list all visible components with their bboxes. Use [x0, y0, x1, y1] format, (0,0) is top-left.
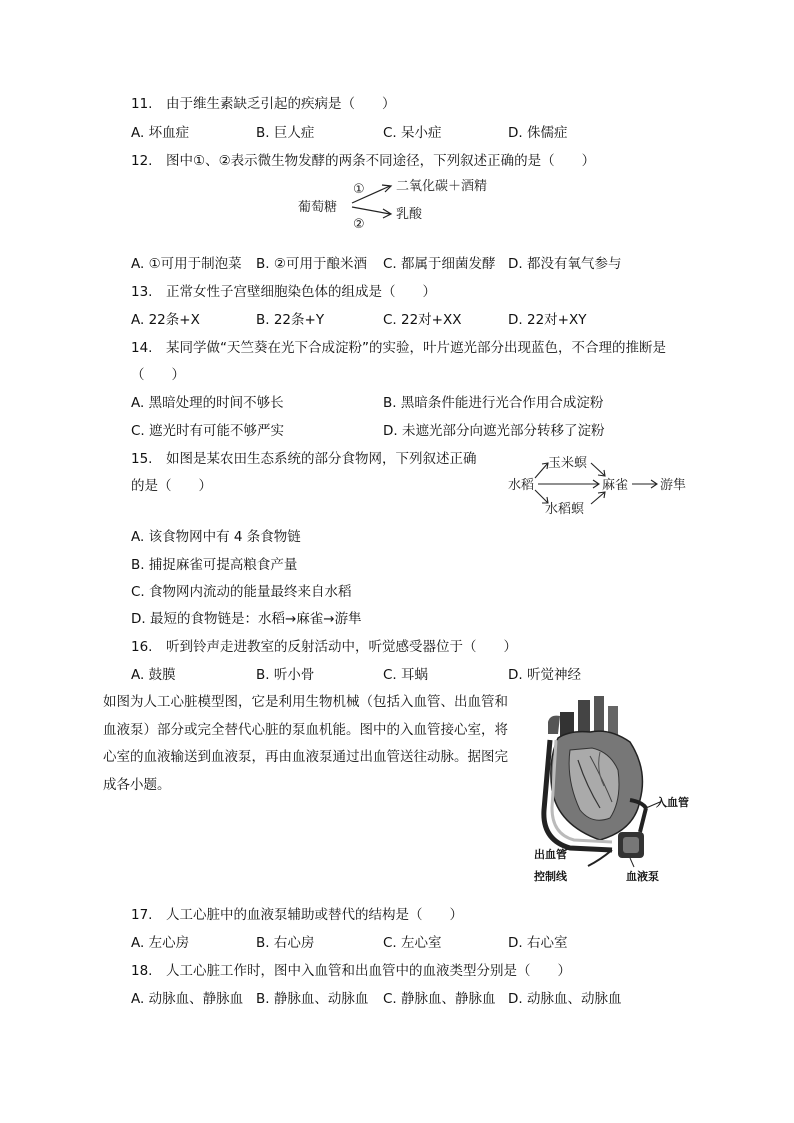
fermentation-diagram [290, 170, 520, 240]
food-web-bottom: 水稻螟 [545, 502, 585, 517]
q18-option-c: C. 静脉血、静脉血 [383, 991, 496, 1007]
q12-option-d: D. 都没有氧气参与 [508, 256, 622, 272]
intro-line-3: 心室的血液输送到血液泵，再由血液泵通过出血管送往动脉。据图完 [103, 749, 508, 765]
q14-stem-blank: （ ） [131, 367, 185, 383]
q16-option-b: B. 听小骨 [256, 667, 315, 683]
q15-option-a: A. 该食物网中有 4 条食物链 [131, 529, 301, 545]
q13-option-b: B. 22条+Y [256, 312, 325, 328]
q17-option-c: C. 左心室 [383, 935, 442, 951]
food-web-mid: 麻雀 [602, 478, 629, 493]
q16-option-c: C. 耳蜗 [383, 667, 429, 683]
intro-line-4: 成各小题。 [103, 777, 171, 793]
diagram-glucose: 葡萄糖 [298, 200, 338, 215]
q14-option-a: A. 黑暗处理的时间不够长 [131, 395, 284, 411]
q11-option-a: A. 坏血症 [131, 125, 190, 141]
food-web-top: 玉米螟 [548, 456, 588, 471]
food-web-end: 游隼 [660, 478, 687, 493]
intro-line-1: 如图为人工心脏模型图，它是利用生物机械（包括入血管、出血管和 [103, 694, 508, 710]
q14-option-d: D. 未遮光部分向遮光部分转移了淀粉 [383, 423, 605, 439]
q13-option-a: A. 22条+X [131, 312, 200, 328]
q15-option-b: B. 捕捉麻雀可提高粮食产量 [131, 557, 298, 573]
heart-label-wire: 控制线 [534, 870, 567, 883]
q13-option-d: D. 22对+XY [508, 312, 587, 328]
q15-stem-cont: 的是（ ） [131, 478, 212, 494]
q16-stem: 16. 听到铃声走进教室的反射活动中，听觉感受器位于（ ） [131, 639, 517, 655]
q14-stem: 14. 某同学做“天竺葵在光下合成淀粉”的实验，叶片遮光部分出现蓝色，不合理的推断是 [131, 340, 666, 356]
q11-option-c: C. 呆小症 [383, 125, 442, 141]
q18-option-a: A. 动脉血、静脉血 [131, 991, 244, 1007]
diagram-mark-2: ② [353, 217, 365, 232]
q11-stem: 11. 由于维生素缺乏引起的疾病是（ ） [131, 96, 396, 112]
q16-option-a: A. 鼓膜 [131, 667, 176, 683]
q16-option-d: D. 听觉神经 [508, 667, 581, 683]
q17-stem: 17. 人工心脏中的血液泵辅助或替代的结构是（ ） [131, 907, 463, 923]
heart-label-pump: 血液泵 [626, 870, 659, 883]
q15-option-c: C. 食物网内流动的能量最终来自水稻 [131, 584, 352, 600]
heart-label-out: 出血管 [534, 848, 567, 861]
q15-stem: 15. 如图是某农田生态系统的部分食物网，下列叙述正确 [131, 451, 477, 467]
food-web-diagram [505, 450, 705, 520]
q11-option-b: B. 巨人症 [256, 125, 315, 141]
intro-line-2: 血液泵）部分或完全替代心脏的泵血机能。图中的入血管接心室，将 [103, 722, 508, 738]
diagram-product-1: 二氧化碳＋酒精 [396, 179, 488, 194]
q11-option-d: D. 侏儒症 [508, 125, 568, 141]
q18-option-d: D. 动脉血、动脉血 [508, 991, 622, 1007]
q18-stem: 18. 人工心脏工作时，图中入血管和出血管中的血液类型分别是（ ） [131, 963, 571, 979]
q14-option-c: C. 遮光时有可能不够严实 [131, 423, 285, 439]
q18-option-b: B. 静脉血、动脉血 [256, 991, 369, 1007]
diagram-product-2: 乳酸 [396, 207, 423, 222]
q17-option-d: D. 右心室 [508, 935, 568, 951]
q17-option-a: A. 左心房 [131, 935, 190, 951]
heart-label-in: 入血管 [656, 796, 689, 809]
q12-option-a: A. ①可用于制泡菜 [131, 256, 242, 272]
q13-stem: 13. 正常女性子宫壁细胞染色体的组成是（ ） [131, 284, 436, 300]
q12-stem: 12. 图中①、②表示微生物发酵的两条不同途径，下列叙述正确的是（ ） [131, 153, 596, 169]
diagram-mark-1: ① [353, 182, 365, 197]
q17-option-b: B. 右心房 [256, 935, 315, 951]
q12-option-c: C. 都属于细菌发酵 [383, 256, 496, 272]
q12-option-b: B. ②可用于酿米酒 [256, 256, 367, 272]
artificial-heart-figure [530, 690, 700, 885]
q15-option-d: D. 最短的食物链是：水稻→麻雀→游隼 [131, 611, 362, 627]
q14-option-b: B. 黑暗条件能进行光合作用合成淀粉 [383, 395, 604, 411]
q13-option-c: C. 22对+XX [383, 312, 462, 328]
food-web-producer: 水稻 [508, 478, 535, 493]
